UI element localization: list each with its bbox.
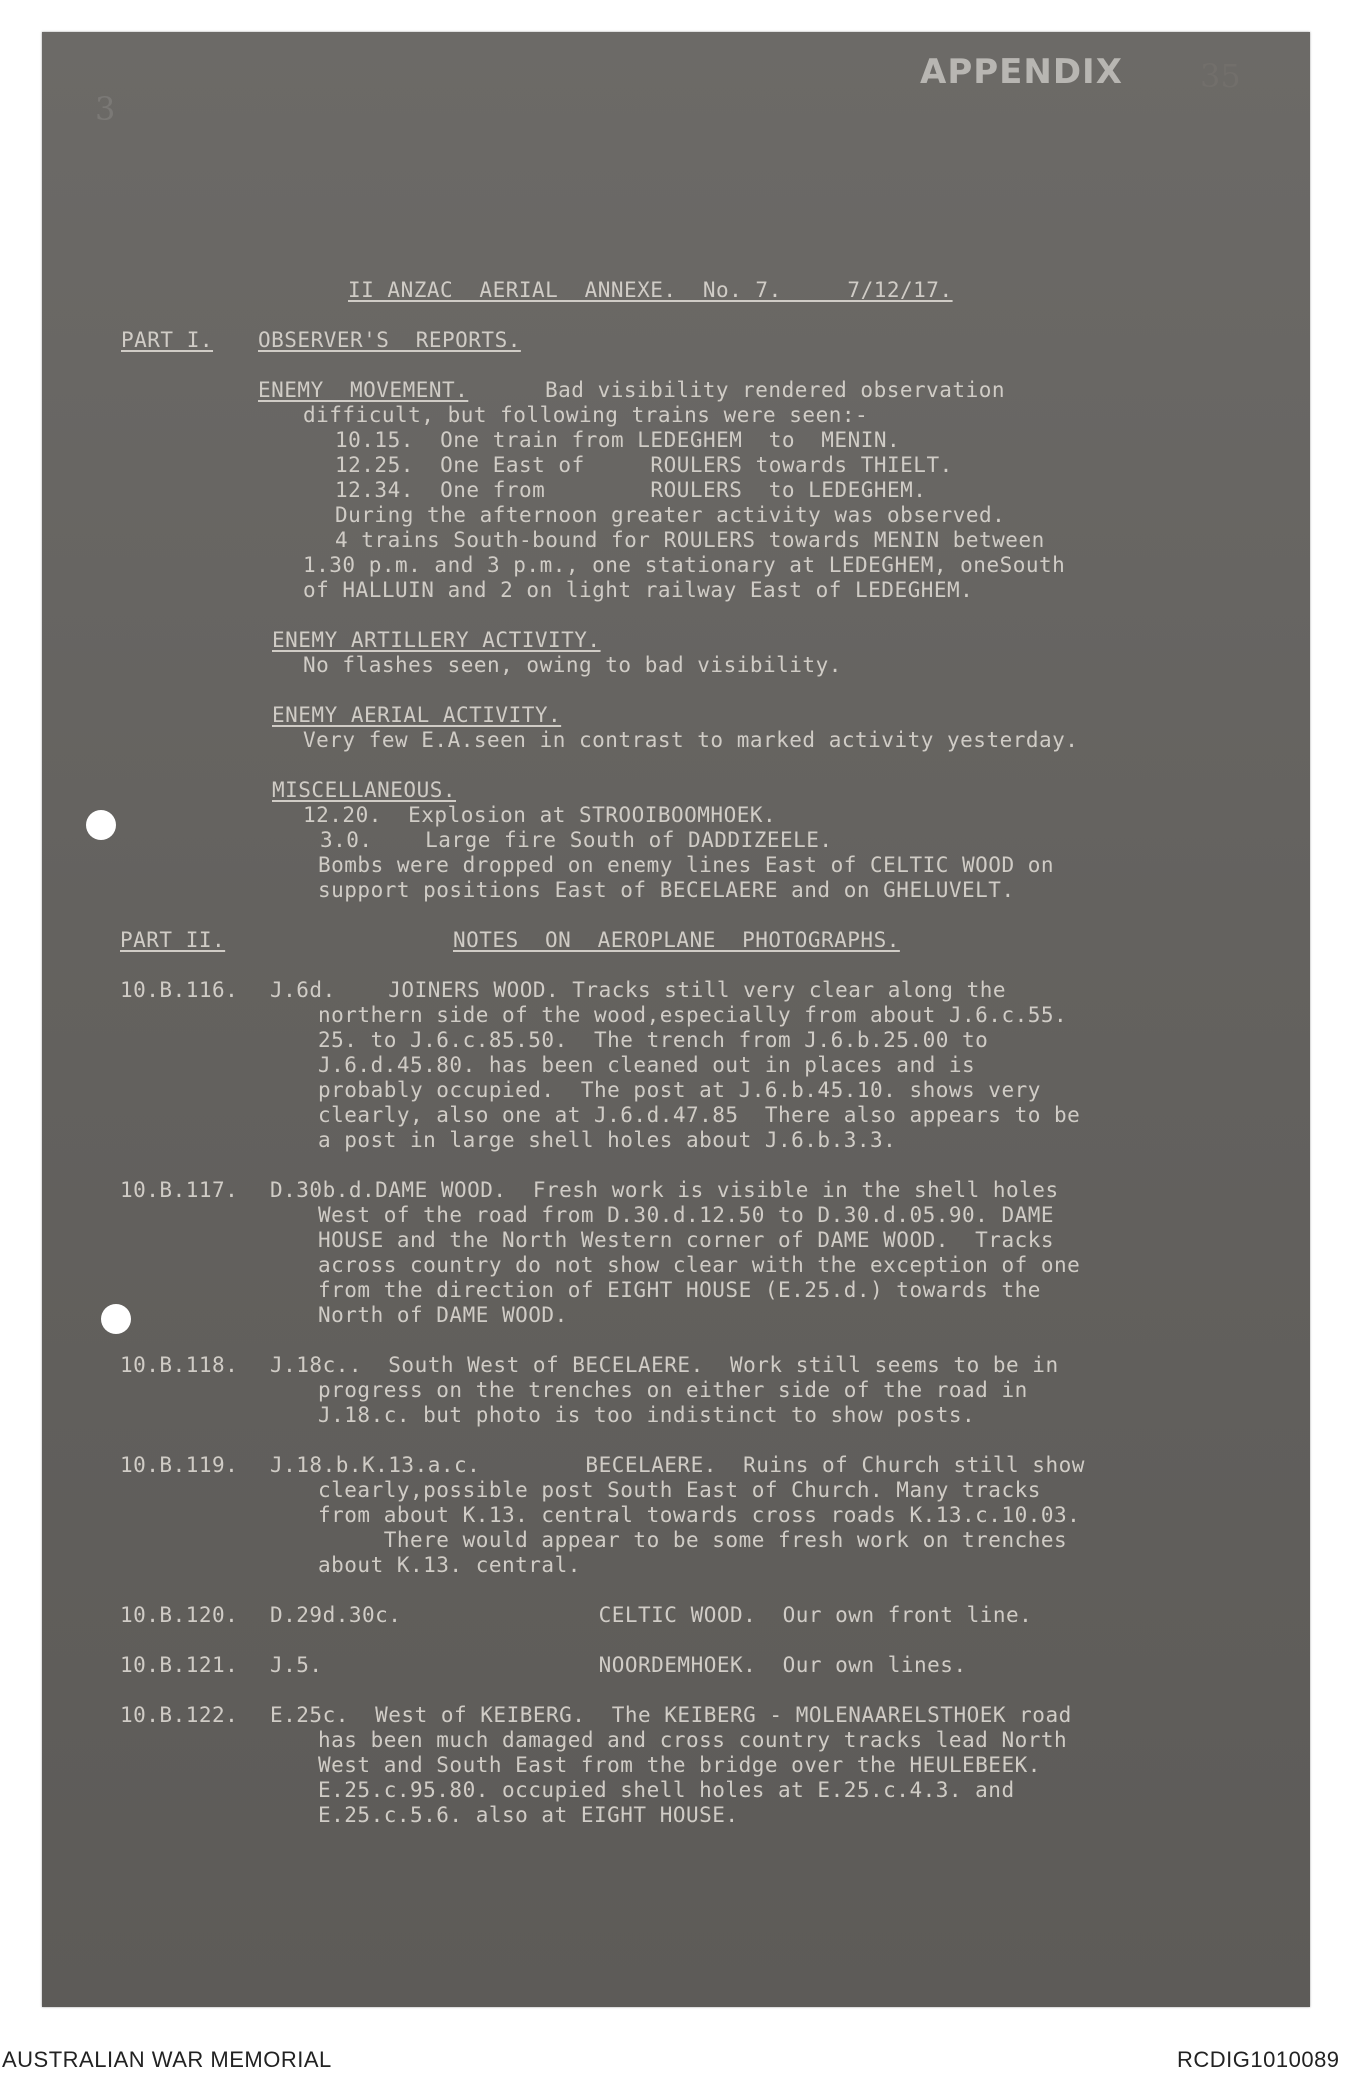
enemy-movement-line: 12.25. One East of ROULERS towards THIELT. [335,453,953,477]
entry-first-line: J.6d. JOINERS WOOD. Tracks still very clear along the [270,978,1007,1002]
aerial-text: Very few E.A.seen in contrast to marked activity yesterday. [303,728,1079,752]
appendix-stamp: APPENDIX [920,52,1123,92]
footer-id: RCDIG1010089 [1177,2047,1340,2072]
part2-label: PART II. [120,928,226,952]
document-header: II ANZAC AERIAL ANNEXE. No. 7. 7/12/17. [348,278,953,302]
entry-first-line: D.30b.d.DAME WOOD. Fresh work is visible in the shell holes [270,1178,1059,1202]
entry-ref: 10.B.120. [120,1603,239,1627]
part1-label: PART I. [121,328,214,352]
misc-line: support positions East of BECELAERE and on GHELUVELT. [318,878,1015,902]
entry-line: has been much damaged and cross country tracks lead North [318,1728,1068,1752]
entry-line: progress on the trenches on either side of the road in [318,1378,1028,1402]
entry-line: clearly, also one at J.6.d.47.85 There also appears to be [318,1103,1081,1127]
entry-line: clearly,possible post South East of Church. Many tracks [318,1478,1041,1502]
misc-line: Bombs were dropped on enemy lines East of CELTIC WOOD on [318,853,1055,877]
enemy-movement-line: 12.34. One from ROULERS to LEDEGHEM. [335,478,927,502]
misc-line: 12.20. Explosion at STROOIBOOMHOEK. [303,803,777,827]
punch-hole [86,810,116,840]
page-number-left: 3 [95,90,116,128]
entry-line: about K.13. central. [318,1553,581,1577]
entry-line: North of DAME WOOD. [318,1303,568,1327]
footer-source: AUSTRALIAN WAR MEMORIAL [2,2047,332,2072]
artillery-heading: ENEMY ARTILLERY ACTIVITY. [272,628,601,652]
punch-hole [101,1304,131,1334]
entry-line: E.25.c.5.6. also at EIGHT HOUSE. [318,1803,739,1827]
artillery-text: No flashes seen, owing to bad visibility. [303,653,842,677]
entry-first-line: J.5. NOORDEMHOEK. Our own lines. [270,1653,967,1677]
entry-ref: 10.B.119. [120,1453,239,1477]
enemy-movement-line: difficult, but following trains were seen:- [303,403,869,427]
entry-ref: 10.B.116. [120,978,239,1002]
entry-ref: 10.B.121. [120,1653,239,1677]
entry-line: from the direction of EIGHT HOUSE (E.25.d.) towards the [318,1278,1041,1302]
entry-line: from about K.13. central towards cross roads K.13.c.10.03. [318,1503,1081,1527]
enemy-movement-heading: ENEMY MOVEMENT. [258,378,469,402]
enemy-movement-line: of HALLUIN and 2 on light railway East of LEDEGHEM. [303,578,974,602]
entry-first-line: J.18.b.K.13.a.c. BECELAERE. Ruins of Church still show [270,1453,1085,1477]
enemy-movement-line: 1.30 p.m. and 3 p.m., one stationary at LEDEGHEM, oneSouth [303,553,1066,577]
aerial-heading: ENEMY AERIAL ACTIVITY. [272,703,562,727]
entry-line: 25. to J.6.c.85.50. The trench from J.6.b.25.00 to [318,1028,989,1052]
misc-heading: MISCELLANEOUS. [272,778,457,802]
entry-line: E.25.c.95.80. occupied shell holes at E.25.c.4.3. and [318,1778,1015,1802]
entry-line: HOUSE and the North Western corner of DAME WOOD. Tracks [318,1228,1055,1252]
part2-title: NOTES ON AEROPLANE PHOTOGRAPHS. [453,928,900,952]
entry-line: a post in large shell holes about J.6.b.3.3. [318,1128,897,1152]
entry-first-line: D.29d.30c. CELTIC WOOD. Our own front line. [270,1603,1033,1627]
entry-line: J.6.d.45.80. has been cleaned out in places and is [318,1053,976,1077]
page-number-right: 35 [1200,57,1241,95]
entry-line: J.18.c. but photo is too indistinct to show posts. [318,1403,976,1427]
enemy-movement-line: 4 trains South-bound for ROULERS towards MENIN between [335,528,1045,552]
entry-line: West of the road from D.30.d.12.50 to D.30.d.05.90. DAME [318,1203,1055,1227]
entry-line: There would appear to be some fresh work on trenches [318,1528,1068,1552]
enemy-movement-line: 10.15. One train from LEDEGHEM to MENIN. [335,428,901,452]
entry-line: northern side of the wood,especially from about J.6.c.55. [318,1003,1068,1027]
entry-line: across country do not show clear with the exception of one [318,1253,1081,1277]
enemy-movement-line: During the afternoon greater activity was observed. [335,503,1006,527]
part1-title: OBSERVER'S REPORTS. [258,328,521,352]
entry-first-line: E.25c. West of KEIBERG. The KEIBERG - MOLENAARELSTHOEK road [270,1703,1072,1727]
entry-first-line: J.18c.. South West of BECELAERE. Work still seems to be in [270,1353,1059,1377]
misc-line: 3.0. Large fire South of DADDIZEELE. [320,828,833,852]
entry-ref: 10.B.118. [120,1353,239,1377]
entry-line: West and South East from the bridge over the HEULEBEEK. [318,1753,1041,1777]
enemy-movement-intro: Bad visibility rendered observation [545,378,1006,402]
entry-line: probably occupied. The post at J.6.b.45.10. shows very [318,1078,1041,1102]
entry-ref: 10.B.122. [120,1703,239,1727]
entry-ref: 10.B.117. [120,1178,239,1202]
